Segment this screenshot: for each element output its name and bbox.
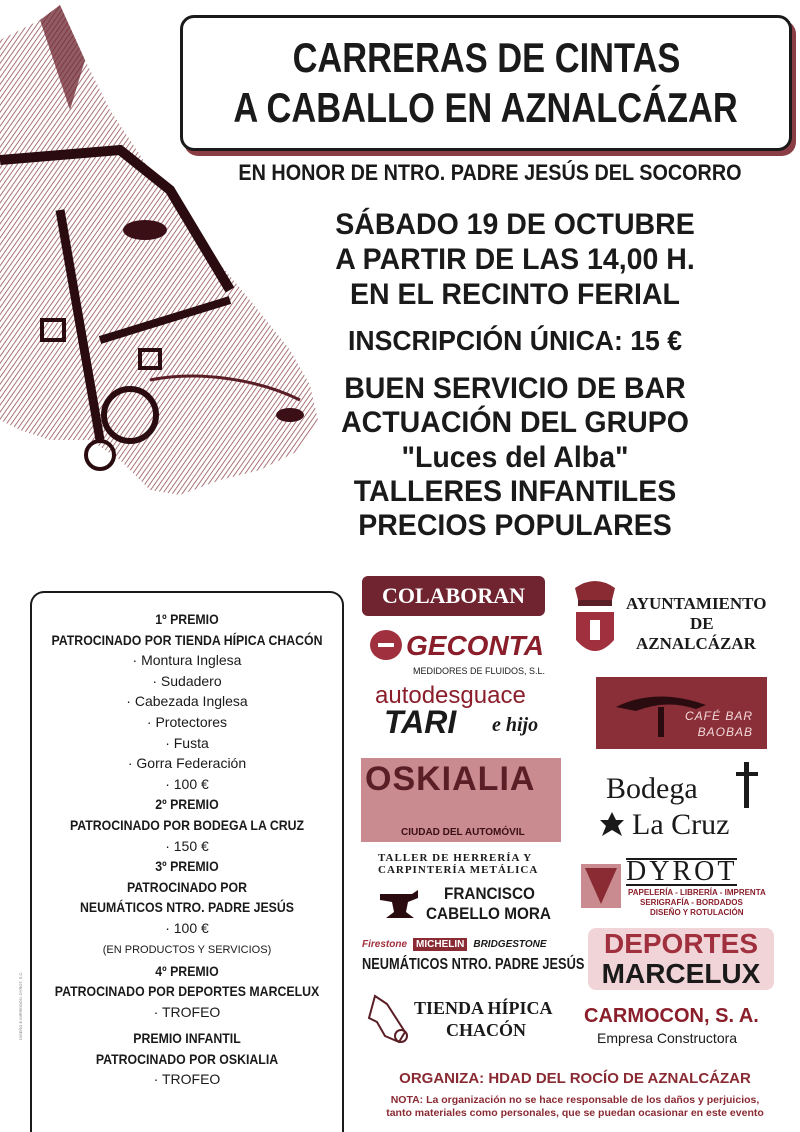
oskialia-subtitle: CIUDAD DEL AUTOMÓVIL xyxy=(401,827,525,838)
bridgestone-logo: BRIDGESTONE xyxy=(473,938,547,950)
date-line-3: EN EL RECINTO FERIAL xyxy=(350,278,680,311)
dyrot-name: DYROT xyxy=(626,856,738,887)
prize-4-item: · TROFEO xyxy=(153,1003,221,1020)
title-line-2: A CABALLO EN AZNALCÁZAR xyxy=(233,84,739,131)
dyrot-line-2: SERIGRAFÍA - BORDADOS xyxy=(640,898,743,907)
feature-talleres: TALLERES INFANTILES xyxy=(353,475,677,508)
prize-1-title: 1º PREMIO xyxy=(155,611,219,627)
neumaticos-name: NEUMÁTICOS NTRO. PADRE JESÚS xyxy=(362,956,585,973)
ayuntamiento-line-2: DE xyxy=(690,614,714,633)
deportes-marcelux-logo xyxy=(588,928,774,990)
prize-infantil-sponsor: PATROCINADO POR OSKIALIA xyxy=(95,1050,279,1067)
date-line-1: SÁBADO 19 DE OCTUBRE xyxy=(335,208,695,241)
herreria-line-2: CARPINTERÍA METÁLICA xyxy=(378,864,539,876)
title-box xyxy=(180,15,792,151)
feature-actuacion: ACTUACIÓN DEL GRUPO xyxy=(341,406,689,439)
coat-of-arms-icon xyxy=(570,578,620,668)
date-line-2: A PARTIR DE LAS 14,00 H. xyxy=(335,243,695,276)
prize-1-item: · Montura Inglesa xyxy=(132,652,242,669)
prize-infantil-title: PREMIO INFANTIL xyxy=(133,1030,241,1047)
dyrot-line-1: PAPELERÍA - LIBRERÍA - IMPRENTA xyxy=(628,888,766,897)
tari-hijo: e hijo xyxy=(492,714,539,736)
prize-2-title: 2º PREMIO xyxy=(155,796,219,813)
ayuntamiento-line-1: AYUNTAMIENTO xyxy=(626,594,767,613)
inscription: INSCRIPCIÓN ÚNICA: 15 € xyxy=(347,325,683,356)
prize-2-sponsor: PATROCINADO POR BODEGA LA CRUZ xyxy=(69,816,305,833)
cafe-bar-baobab-logo xyxy=(596,677,767,749)
bodega-line-1: Bodega xyxy=(606,772,698,805)
prize-3-item: · 100 € xyxy=(165,919,209,936)
ayuntamiento-line-3: AZNALCÁZAR xyxy=(636,634,756,653)
prize-2-item: · 150 € xyxy=(165,837,209,854)
prize-1-item: · Protectores xyxy=(146,713,228,730)
prizes-box xyxy=(30,591,344,1132)
herreria-line-3: FRANCISCO xyxy=(444,884,535,903)
grape-leaf-icon xyxy=(598,810,626,838)
prize-3-sponsor-b: NEUMÁTICOS NTRO. PADRE JESÚS xyxy=(79,899,295,916)
feature-precios: PRECIOS POPULARES xyxy=(358,509,672,542)
michelin-logo: MICHELIN xyxy=(413,938,467,951)
subtitle: EN HONOR DE NTRO. PADRE JESÚS DEL SOCORRO xyxy=(238,160,742,185)
title-line-1: CARRERAS DE CINTAS xyxy=(292,34,680,81)
cross-icon xyxy=(732,762,762,812)
nota xyxy=(350,1094,800,1120)
geconta-subtitle: MEDIDORES DE FLUIDOS, S.L. xyxy=(413,666,546,676)
deportes-label: DEPORTES xyxy=(603,928,759,959)
herreria-line-1: TALLER DE HERRERÍA Y xyxy=(378,852,533,864)
herreria-line-4: CABELLO MORA xyxy=(426,904,551,923)
bodega-line-2: La Cruz xyxy=(632,808,730,841)
prize-infantil-item: · TROFEO xyxy=(153,1071,221,1088)
feature-bar: BUEN SERVICIO DE BAR xyxy=(344,372,686,405)
oskialia-logo xyxy=(361,758,561,842)
nota-line-1: NOTA: La organización no se hace responsable de los daños y perjuicios, xyxy=(390,1094,760,1106)
prize-1-sponsor: PATROCINADO POR TIENDA HÍPICA CHACÓN xyxy=(51,631,323,648)
hipica-line-2: CHACÓN xyxy=(446,1020,526,1040)
prize-1-item: · Gorra Federación xyxy=(127,755,247,772)
colaboran-banner: COLABORAN xyxy=(362,576,545,616)
firestone-logo: Firestone xyxy=(362,938,408,950)
horse-logo-icon xyxy=(365,992,415,1048)
tari-name: TARI xyxy=(384,704,457,740)
oskialia-name: OSKIALIA xyxy=(365,760,536,798)
carmocon-name: CARMOCON, S. A. xyxy=(584,1005,759,1027)
prize-1-item: · Cabezada Inglesa xyxy=(126,693,248,710)
nota-line-2: tanto materiales como personales, que se puedan ocasionar en este evento xyxy=(386,1107,764,1119)
prize-4-title: 4º PREMIO xyxy=(155,962,219,979)
feature-luces-del-alba: "Luces del Alba" xyxy=(401,441,629,474)
geconta-logo-icon xyxy=(368,628,404,662)
carmocon-subtitle: Empresa Constructora xyxy=(597,1030,738,1046)
printer-credit: DISEÑO E IMPRESIÓN: DYROT, S.C. xyxy=(18,971,23,1040)
prize-3-note: (EN PRODUCTOS Y SERVICIOS) xyxy=(102,943,272,956)
prize-3-title: 3º PREMIO xyxy=(155,858,219,875)
tire-brands xyxy=(362,936,560,952)
organiza: ORGANIZA: HDAD DEL ROCÍO DE AZNALCÁZAR xyxy=(399,1070,751,1087)
hipica-line-1: TIENDA HÍPICA xyxy=(414,998,553,1018)
marcelux-label: MARCELUX xyxy=(601,958,761,989)
anvil-icon xyxy=(378,880,422,924)
prize-1-item: · 100 € xyxy=(165,775,209,792)
prize-4-sponsor: PATROCINADO POR DEPORTES MARCELUX xyxy=(54,983,320,1000)
baobab-label: BAOBAB xyxy=(697,725,753,739)
prize-1-item: · Fusta xyxy=(165,734,209,751)
prize-3-sponsor-a: PATROCINADO POR xyxy=(126,878,248,895)
dyrot-logo-icon xyxy=(581,864,621,908)
prize-1-item: · Sudadero xyxy=(152,672,222,689)
cafe-bar-label: CAFÉ BAR xyxy=(684,709,753,723)
geconta-name: GECONTA xyxy=(406,630,544,661)
autodesguace-name: autodesguace xyxy=(375,682,526,709)
dyrot-line-3: DISEÑO Y ROTULACIÓN xyxy=(650,908,744,917)
